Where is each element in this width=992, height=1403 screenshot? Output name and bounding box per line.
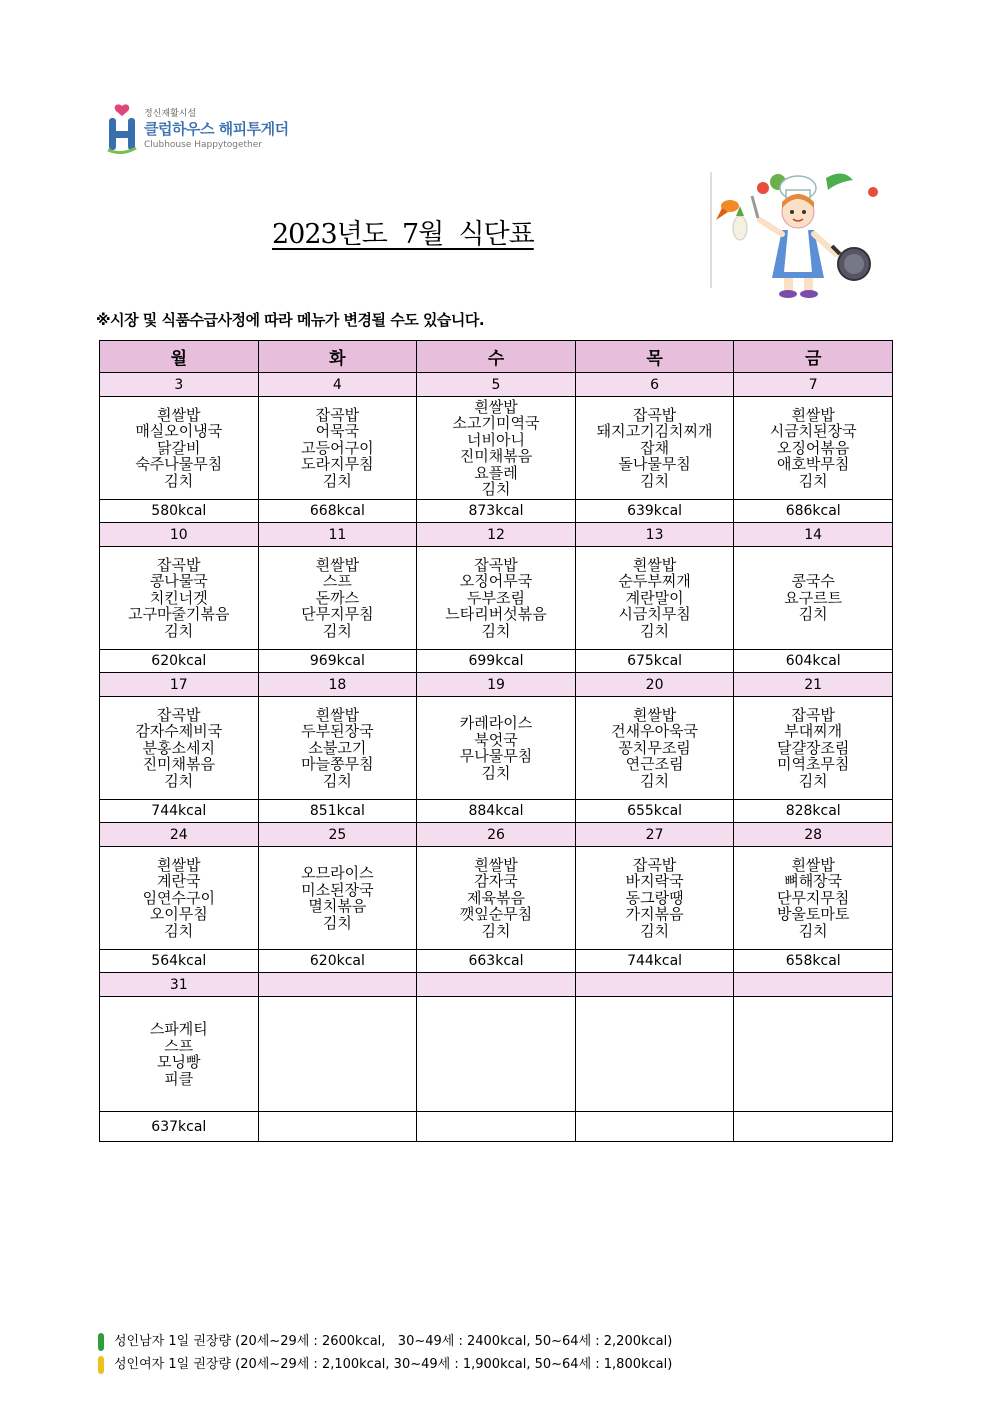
menu-item: 고등어구이 [301, 438, 374, 457]
date-cell: 31 [100, 973, 259, 997]
menu-item: 뼈해장국 [784, 872, 843, 891]
date-cell: 19 [417, 673, 576, 697]
calorie-cell: 675kcal [575, 650, 734, 673]
menu-item: 흰쌀밥 [791, 855, 835, 874]
menu-item: 스프 [164, 1036, 194, 1055]
menu-item: 스파게티 [149, 1020, 208, 1038]
menu-cell [258, 847, 417, 950]
yellow-marker-icon [98, 1356, 104, 1374]
menu-item: 오징어볶음 [776, 438, 850, 457]
menu-item: 잡곡밥 [632, 405, 677, 424]
menu-item: 김치 [481, 763, 511, 782]
date-cell: 6 [575, 373, 734, 397]
calorie-cell: 744kcal [100, 800, 259, 823]
date-cell: 18 [258, 673, 417, 697]
menu-cell [575, 847, 734, 950]
menu-item: 김치 [481, 480, 511, 498]
calorie-cell: 620kcal [258, 950, 417, 973]
menu-cell [575, 397, 734, 500]
menu-item: 김치 [322, 913, 352, 932]
weekday-header: 월 [100, 341, 259, 373]
menu-cell [100, 547, 259, 650]
menu-item: 애호박무침 [776, 455, 850, 474]
menu-item: 잡곡밥 [474, 555, 518, 574]
menu-item: 돌나물무침 [618, 455, 691, 474]
calorie-cell: 604kcal [734, 650, 893, 673]
menu-item: 어묵국 [315, 422, 360, 441]
menu-item: 진미채볶음 [142, 755, 216, 774]
menu-item: 진미채볶음 [459, 447, 533, 465]
menu-cell [575, 997, 734, 1112]
menu-item: 고구마줄기볶음 [128, 605, 230, 624]
menu-item: 가지볶음 [625, 905, 684, 924]
menu-item: 너비아니 [467, 430, 525, 449]
weekday-header: 목 [575, 341, 734, 373]
menu-cell [258, 997, 417, 1112]
menu-item: 닭갈비 [157, 438, 201, 457]
menu-item: 스프 [322, 572, 352, 591]
menu-item: 깻잎순무침 [459, 905, 533, 924]
menu-change-notice: ※시장 및 식품수급사정에 따라 메뉴가 변경될 수도 있습니다. [96, 311, 485, 329]
calorie-cell: 663kcal [417, 950, 576, 973]
menu-item: 돈까스 [315, 588, 360, 607]
menu-item: 요플레 [474, 463, 518, 482]
date-cell: 21 [734, 673, 893, 697]
meal-plan-body [100, 341, 893, 1142]
menu-row [100, 847, 893, 950]
calorie-cell: 639kcal [575, 500, 734, 523]
menu-item: 카레라이스 [459, 714, 533, 732]
clubhouse-logo-icon [104, 104, 140, 154]
menu-item: 계란말이 [625, 588, 684, 607]
menu-item: 김치 [798, 921, 828, 940]
date-cell [575, 973, 734, 997]
menu-item: 김치 [164, 771, 194, 790]
calorie-cell [734, 1112, 893, 1142]
menu-cell [575, 547, 734, 650]
date-cell: 5 [417, 373, 576, 397]
menu-cell [734, 397, 893, 500]
menu-item: 방울토마토 [776, 905, 850, 924]
menu-item: 치킨너겟 [149, 588, 208, 607]
menu-item: 김치 [640, 771, 670, 790]
green-marker-icon [98, 1333, 104, 1351]
calorie-cell: 686kcal [734, 500, 893, 523]
menu-item: 돼지고기김치찌개 [596, 422, 713, 441]
menu-item: 단무지무침 [301, 605, 374, 624]
calorie-row [100, 500, 893, 523]
calorie-cell: 564kcal [100, 950, 259, 973]
menu-item: 김치 [322, 471, 352, 490]
menu-item: 매실오이냉국 [135, 422, 223, 441]
weekday-header: 화 [258, 341, 417, 373]
calorie-cell: 699kcal [417, 650, 576, 673]
menu-cell [100, 697, 259, 800]
weekday-header: 금 [734, 341, 893, 373]
menu-item: 흰쌀밥 [474, 397, 518, 416]
calorie-cell [417, 1112, 576, 1142]
date-cell: 27 [575, 823, 734, 847]
menu-cell [258, 397, 417, 500]
menu-cell [100, 997, 259, 1112]
female-recommendation-text: 성인여자 1일 권장량 (20세~29세 : 2,100kcal, 30~49세 : 1,900kcal, 50~64세 : 1,800kcal) [114, 1357, 673, 1372]
menu-item: 부대찌개 [784, 722, 843, 741]
menu-item: 미역초무침 [776, 755, 850, 774]
menu-item: 두부조림 [467, 588, 525, 607]
female-recommendation [98, 1353, 672, 1374]
menu-item: 북엇국 [474, 730, 518, 749]
menu-item: 김치 [164, 921, 194, 940]
menu-item: 잡채 [640, 438, 670, 457]
menu-item: 멸치볶음 [308, 897, 367, 915]
menu-item: 제육볶음 [467, 888, 525, 907]
menu-item: 김치 [798, 471, 828, 490]
menu-item: 김치 [481, 921, 511, 940]
calorie-cell: 969kcal [258, 650, 417, 673]
date-cell: 20 [575, 673, 734, 697]
date-cell: 12 [417, 523, 576, 547]
menu-item: 흰쌀밥 [315, 705, 360, 724]
menu-item: 콩나물국 [149, 572, 208, 591]
date-cell: 25 [258, 823, 417, 847]
menu-row [100, 397, 893, 500]
date-cell [417, 973, 576, 997]
date-cell: 28 [734, 823, 893, 847]
calorie-cell [258, 1112, 417, 1142]
date-row [100, 373, 893, 397]
date-cell: 24 [100, 823, 259, 847]
menu-item: 잡곡밥 [157, 705, 201, 724]
menu-item: 김치 [164, 621, 194, 640]
menu-item: 김치 [640, 621, 670, 640]
date-cell: 11 [258, 523, 417, 547]
menu-item: 흰쌀밥 [157, 405, 201, 424]
menu-item: 연근조림 [625, 755, 684, 774]
menu-item: 오이무침 [149, 905, 208, 924]
calorie-row [100, 800, 893, 823]
calorie-cell: 658kcal [734, 950, 893, 973]
menu-cell [734, 547, 893, 650]
date-cell: 26 [417, 823, 576, 847]
menu-cell [734, 697, 893, 800]
date-row [100, 973, 893, 997]
menu-cell [100, 397, 259, 500]
date-cell: 13 [575, 523, 734, 547]
menu-item: 꽁치무조림 [618, 738, 691, 757]
menu-item: 흰쌀밥 [632, 705, 677, 724]
menu-item: 김치 [481, 621, 511, 640]
calorie-row [100, 1112, 893, 1142]
menu-cell [575, 697, 734, 800]
page-title: 2023년도 7월 식단표 [272, 219, 534, 250]
date-cell: 7 [734, 373, 893, 397]
menu-item: 단무지무침 [776, 888, 850, 907]
menu-item: 동그랑땡 [625, 888, 684, 907]
calorie-cell: 744kcal [575, 950, 734, 973]
date-cell: 17 [100, 673, 259, 697]
calorie-cell: 580kcal [100, 500, 259, 523]
menu-item: 잡곡밥 [157, 555, 201, 574]
calorie-cell: 873kcal [417, 500, 576, 523]
male-recommendation-text: 성인남자 1일 권장량 (20세~29세 : 2600kcal, 30~49세 : 2400kcal, 50~64세 : 2,200kcal) [114, 1334, 673, 1349]
menu-item: 잡곡밥 [632, 855, 677, 874]
menu-item: 흰쌀밥 [632, 555, 677, 574]
menu-item: 오므라이스 [301, 864, 374, 882]
calorie-cell [575, 1112, 734, 1142]
menu-item: 요구르트 [784, 588, 843, 607]
weekday-header: 수 [417, 341, 576, 373]
menu-cell [417, 997, 576, 1112]
menu-item: 감자국 [474, 872, 518, 891]
menu-item: 김치 [640, 921, 670, 940]
menu-row [100, 697, 893, 800]
calorie-cell: 884kcal [417, 800, 576, 823]
menu-cell [734, 997, 893, 1112]
menu-item: 임연수구이 [142, 888, 216, 907]
menu-item: 계란국 [157, 872, 201, 891]
calorie-cell: 620kcal [100, 650, 259, 673]
menu-item: 바지락국 [625, 872, 684, 891]
menu-item: 흰쌀밥 [315, 555, 360, 574]
menu-item: 미소된장국 [301, 880, 374, 899]
menu-item: 피클 [164, 1069, 194, 1088]
menu-item: 시금치무침 [618, 605, 691, 624]
menu-item: 김치 [798, 771, 828, 790]
chef-illustration [708, 168, 890, 300]
date-row [100, 673, 893, 697]
menu-item: 숙주나물무침 [135, 455, 223, 474]
calorie-row [100, 950, 893, 973]
menu-item: 무나물무침 [459, 747, 533, 765]
menu-item: 소고기미역국 [452, 414, 540, 432]
menu-item: 느타리버섯볶음 [445, 605, 547, 624]
menu-cell [417, 397, 576, 500]
menu-item: 흰쌀밥 [157, 855, 201, 874]
logo-subtitle: 정신재활시설 [144, 109, 197, 119]
menu-item: 잡곡밥 [315, 405, 360, 424]
menu-item: 소불고기 [308, 738, 367, 757]
menu-item: 건새우아욱국 [611, 722, 699, 741]
menu-cell [417, 697, 576, 800]
date-cell: 10 [100, 523, 259, 547]
menu-item: 마늘쫑무침 [301, 755, 374, 774]
menu-item: 모닝빵 [157, 1053, 201, 1071]
menu-item: 두부된장국 [301, 722, 374, 741]
menu-row [100, 997, 893, 1112]
menu-item: 오징어무국 [459, 572, 533, 591]
menu-row [100, 547, 893, 650]
menu-cell [417, 547, 576, 650]
menu-item: 순두부찌개 [618, 572, 691, 591]
menu-item: 콩국수 [791, 572, 835, 591]
calorie-cell: 668kcal [258, 500, 417, 523]
menu-cell [100, 847, 259, 950]
menu-item: 시금치된장국 [769, 422, 857, 441]
menu-item: 도라지무침 [301, 455, 374, 474]
menu-item: 김치 [798, 605, 828, 624]
menu-item: 김치 [322, 621, 352, 640]
menu-item: 김치 [322, 771, 352, 790]
date-row [100, 523, 893, 547]
menu-item: 흰쌀밥 [474, 855, 518, 874]
logo-english-name: Clubhouse Happytogether [144, 140, 262, 150]
menu-cell [258, 697, 417, 800]
menu-item: 잡곡밥 [791, 705, 835, 724]
date-cell: 14 [734, 523, 893, 547]
menu-item: 김치 [164, 471, 194, 490]
weekday-header-row [100, 341, 893, 373]
calorie-cell: 851kcal [258, 800, 417, 823]
menu-item: 달걀장조림 [776, 738, 850, 757]
logo-name: 클럽하우스 해피투게더 [144, 120, 289, 138]
male-recommendation [98, 1330, 672, 1351]
facility-logo [104, 104, 304, 156]
menu-cell [417, 847, 576, 950]
calorie-cell: 655kcal [575, 800, 734, 823]
date-cell [734, 973, 893, 997]
menu-item: 분홍소세지 [142, 738, 216, 757]
menu-item: 흰쌀밥 [791, 405, 835, 424]
date-row [100, 823, 893, 847]
calorie-cell: 637kcal [100, 1112, 259, 1142]
meal-plan-table [99, 340, 893, 1142]
menu-item: 김치 [640, 471, 670, 490]
menu-item: 감자수제비국 [135, 722, 223, 741]
calorie-cell: 828kcal [734, 800, 893, 823]
calorie-row [100, 650, 893, 673]
date-cell: 4 [258, 373, 417, 397]
menu-cell [258, 547, 417, 650]
menu-cell [734, 847, 893, 950]
date-cell [258, 973, 417, 997]
date-cell: 3 [100, 373, 259, 397]
